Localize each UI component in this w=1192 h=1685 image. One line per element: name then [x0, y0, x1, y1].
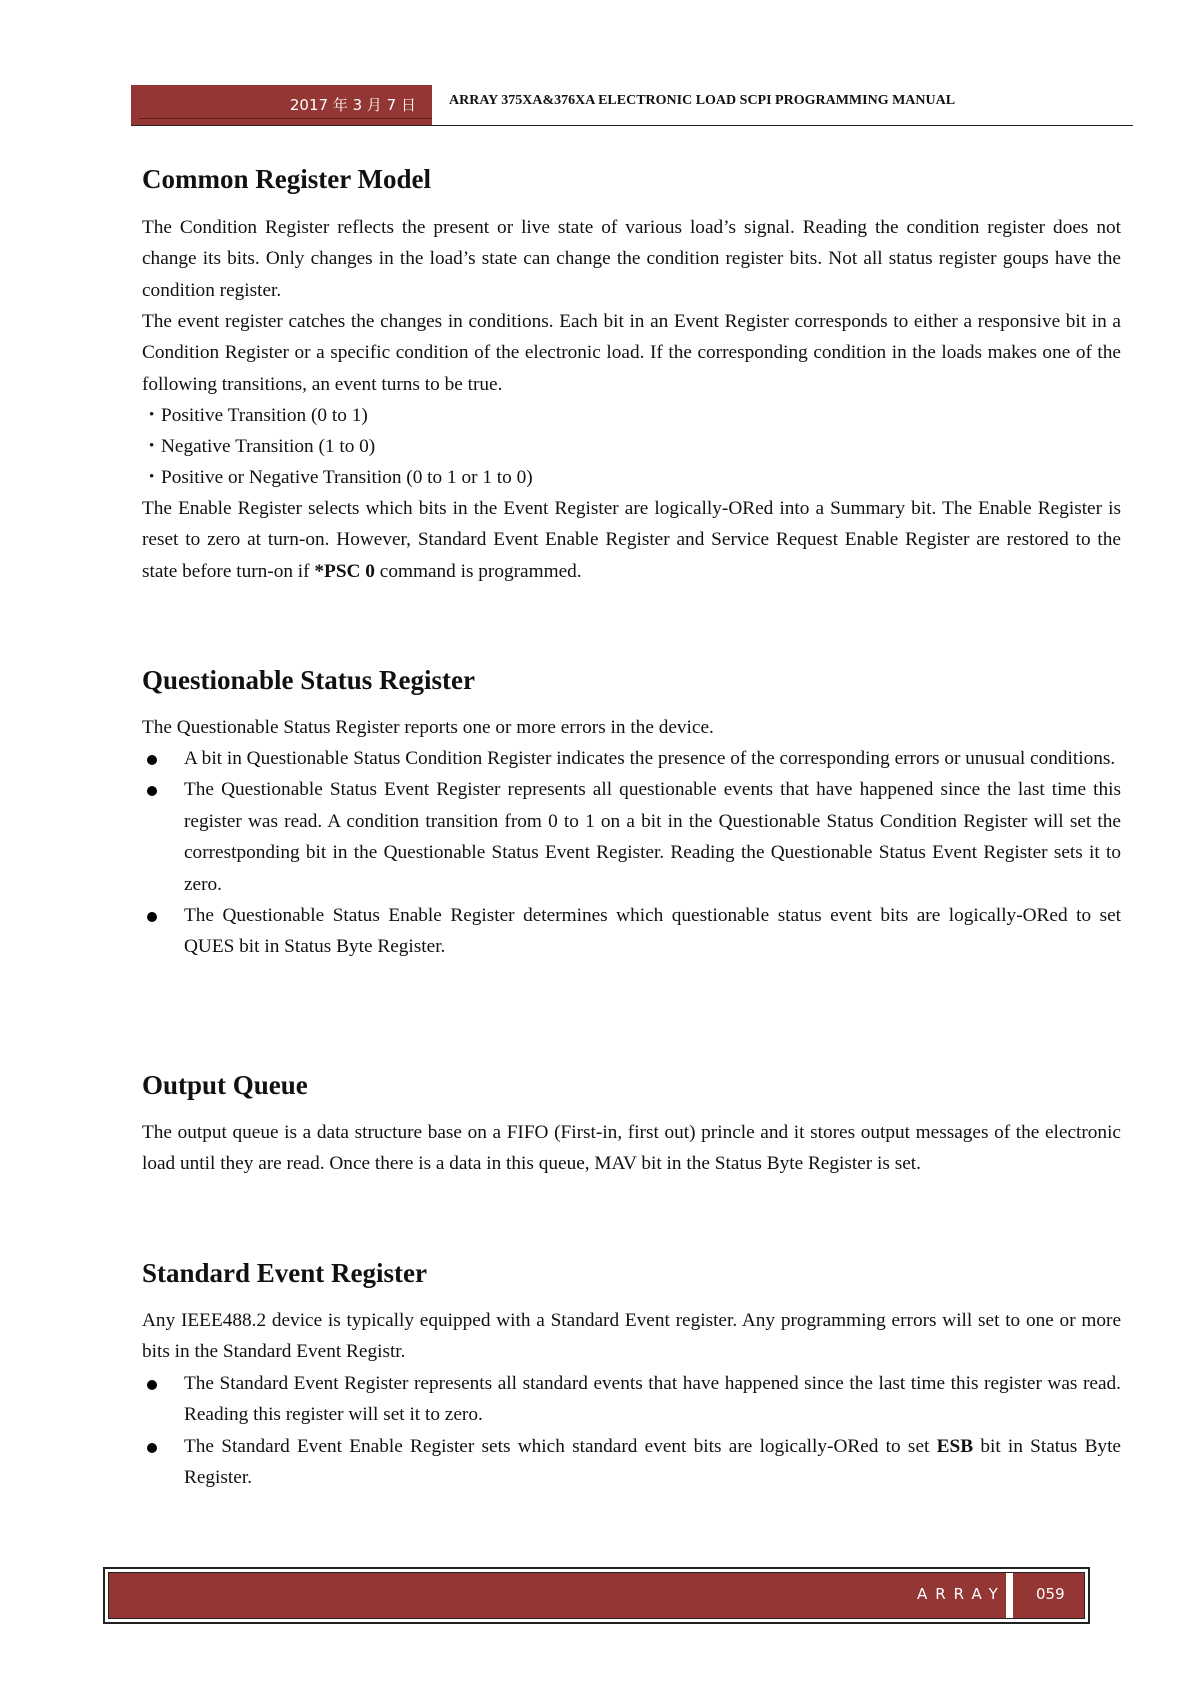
esb-term: ESB — [936, 1435, 974, 1457]
footer-brand: ARRAY — [917, 1585, 1006, 1603]
footer-band — [109, 1573, 1084, 1618]
transition-item-1: ・Positive Transition (0 to 1) — [142, 400, 1121, 431]
output-paragraph: The output queue is a data structure base on a FIFO (First-in, first out) princle and it stores output messages of the electronic load until they are read. Once there is a data in this queue, MAV bit in the Status Byte Register is set. — [142, 1122, 1121, 1175]
list-item: The Questionable Status Event Register represents all questionable events that have happened since the last time this register was read. A condition transition from 0 to 1 on a bit in the Questionable Status Condition Register will set the correstponding bit in the Questionable Status Event Register. Reading the Questionable Status Event Register sets it to zero. — [142, 774, 1121, 900]
standard-paragraph: Any IEEE488.2 device is typically equipped with a Standard Event register. Any programming errors will set to one or more bits in the Standard Event Registr. — [142, 1310, 1121, 1363]
bullet-icon — [147, 1443, 157, 1453]
psc-command: *PSC 0 — [314, 560, 375, 582]
common-paragraph-2: The event register catches the changes in conditions. Each bit in an Event Register corresponds to either a responsive bit in a Condition Register or a specific condition of the electronic load. If the corresponding condition in the loads makes one of the following transitions, an event turns to be true. — [142, 311, 1121, 395]
heading-common-register-model: Common Register Model — [142, 164, 431, 194]
common-paragraph-3: The Enable Register selects which bits in the Event Register are logically-ORed into a Summary bit. The Enable Register is reset to zero at turn-on. However, Standard Event Enable Register and Service Request Enable Register are restored to the state before turn-on if *PSC 0 command is programmed. — [142, 498, 1121, 582]
header-title: ARRAY 375XA&376XA ELECTRONIC LOAD SCPI PROGRAMMING MANUAL — [449, 93, 956, 108]
heading-questionable-status-register: Questionable Status Register — [142, 665, 475, 695]
list-item: The Standard Event Enable Register sets which standard event bits are logically-ORed to set ESB bit in Status Byte Register. — [142, 1431, 1121, 1494]
small-bullet-icon: ・ — [142, 436, 162, 457]
heading-standard-event-register: Standard Event Register — [142, 1258, 427, 1288]
common-paragraph-1: The Condition Register reflects the present or live state of various load’s signal. Reading the condition register does not change its bits. Only changes in the load’s state can change the condition register bits. Not all status register goups have the condition register. — [142, 217, 1121, 301]
questionable-intro: The Questionable Status Register reports one or more errors in the device. — [142, 717, 714, 738]
small-bullet-icon: ・ — [142, 405, 162, 426]
small-bullet-icon: ・ — [142, 467, 162, 488]
header-date: 2017 年 3 月 7 日 — [289, 96, 416, 114]
list-item: The Questionable Status Enable Register determines which questionable status event bits are logically-ORed to set QUES bit in Status Byte Register. — [142, 900, 1121, 963]
heading-output-queue: Output Queue — [142, 1070, 308, 1100]
questionable-bullet-list — [142, 743, 1121, 963]
bullet-icon — [147, 1380, 157, 1390]
header-date-band — [131, 85, 432, 125]
bullet-icon — [147, 755, 157, 765]
footer-divider — [1006, 1573, 1013, 1618]
page-number: 059 — [1036, 1585, 1065, 1603]
header-rule — [131, 125, 1133, 126]
standard-bullet-list — [142, 1368, 1121, 1494]
bullet-icon — [147, 786, 157, 796]
transition-item-2: ・Negative Transition (1 to 0) — [142, 431, 1121, 462]
list-item: The Standard Event Register represents all standard events that have happened since the last time this register was read. Reading this register will set it to zero. — [142, 1368, 1121, 1431]
bullet-icon — [147, 912, 157, 922]
footer-frame — [103, 1567, 1090, 1624]
transition-item-3: ・Positive or Negative Transition (0 to 1 or 1 to 0) — [142, 462, 1121, 493]
list-item: A bit in Questionable Status Condition Register indicates the presence of the corresponding errors or unusual conditions. — [142, 743, 1121, 774]
